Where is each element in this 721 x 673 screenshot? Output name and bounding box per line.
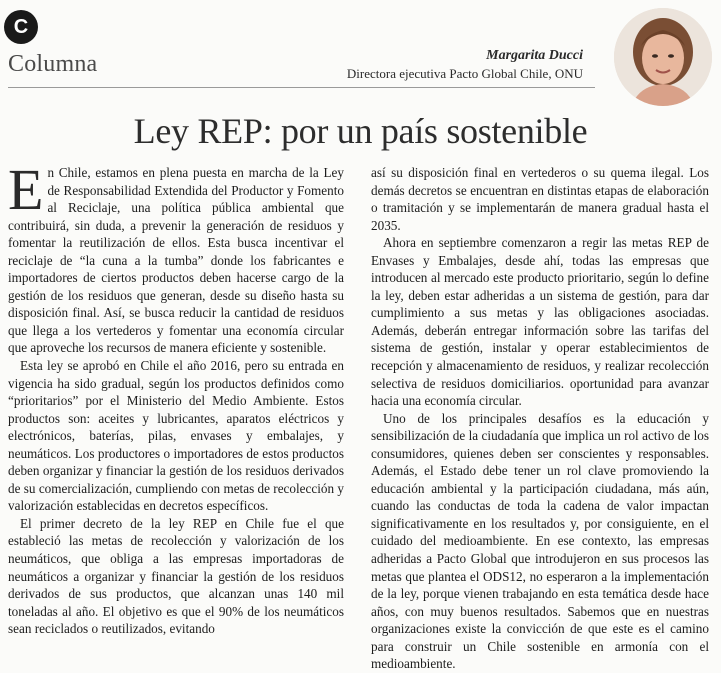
column-badge: C xyxy=(4,10,38,44)
paragraph xyxy=(8,157,344,357)
author-photo xyxy=(614,8,712,106)
paragraph: Uno de los principales desafíos es la educación y sensibilización de la ciudadanía que implica un rol activo de los consumidores, quienes deben ser conscientes y responsables. Además, el Estado debe tener un rol clave promoviendo la educación ambiental y la participación ciudadana, más aún, cuando las conductas de toda la cadena de valor impactan significativamente en los resultados y, por consiguiente, en el cuidado del medioambiente. En ese contexto, las empresas adheridas a Pacto Global que introdujeron en sus procesos las metas que plantea el ODS12, no esperaron a la implementación de la ley, porque vienen trabajando en esta temática desde hace años, con muy buenos resultados. Sabemos que en nuestras organizaciones existe la convicción de que este es el camino para construir un Chile sostenible en armonía con el medioambiente. xyxy=(371,410,709,672)
author-role: Directora ejecutiva Pacto Global Chile, ONU xyxy=(346,66,583,81)
article-column-2 xyxy=(371,164,709,673)
paragraph: Esta ley se aprobó en Chile el año 2016, pero su entrada en vigencia ha sido gradual, según los productos definidos como “prioritarios” por el Ministerio del Medio Ambiente. Estos productos son: aceites y lubricantes, aparatos eléctricos y electrónicos, baterías, pilas, envases y embalajes, y neumáticos. Los productores o importadores de estos productos deben organizar y financiar la gestión de los residuos derivados de su comercialización, cumpliendo con metas de recolección y valorización establecidas en decretos específicos. xyxy=(8,358,344,514)
author-name: Margarita Ducci xyxy=(486,48,583,63)
article-column-1 xyxy=(8,157,344,638)
paragraph: El primer decreto de la ley REP en Chile fue el que estableció las metas de recolección y valorización de los neumáticos, que obliga a las empresas importadoras de neumáticos a organizar y financiar la gestión de los residuos derivados de sus productos, que alcanzan unas 140 mil toneladas al año. El objetivo es que el 90% de los neumáticos sean reciclados o reutilizados, evitando xyxy=(8,515,344,637)
paragraph: así su disposición final en vertederos o su quema ilegal. Los demás decretos se encuentran en distintas etapas de elaboración o tramitación y se implementarán de manera gradual hasta el 2035. xyxy=(371,165,709,233)
paragraph: Ahora en septiembre comenzaron a regir las metas REP de Envases y Embalajes, desde ahí, todas las empresas que introducen al mercado este producto prioritario, según lo define la ley, deben estar adheridas a un sistema de gestión, para dar cumplimiento a sus metas y las obligaciones asociadas. Además, deberán entregar información sobre las tarifas del sistema de gestión, instalar y operar establecimientos de recepción y almacenamiento de residuos, y realizar recolección selectiva de residuos domiciliarios. oportunidad para avanzar hacia una economía circular. xyxy=(371,235,709,409)
section-label: Columna xyxy=(8,51,98,77)
paragraph-text: n Chile, estamos en plena puesta en marcha de la Ley de Responsabilidad Extendida del Productor y Fomento al Reciclaje, una política pública ambiental que contribuirá, sin duda, a prevenir la generación de residuos y fomentar la reutilización de ellos. Esta busca incentivar el reciclaje de “la cuna a la tumba” donde los fabricantes e importadores de ciertos productos deben hacerse cargo de la gestión de los residuos que generan, desde su diseño hasta su disposición final. Así, se busca reducir la cantidad de residuos que llega a los vertederos y fomentar una economía circular que aproveche los recursos de manera eficiente y sostenible. xyxy=(8,165,344,356)
drop-cap: E xyxy=(8,157,44,222)
header-divider xyxy=(8,87,595,88)
article-headline: Ley REP: por un país sostenible xyxy=(133,111,588,151)
portrait-image xyxy=(614,8,712,106)
